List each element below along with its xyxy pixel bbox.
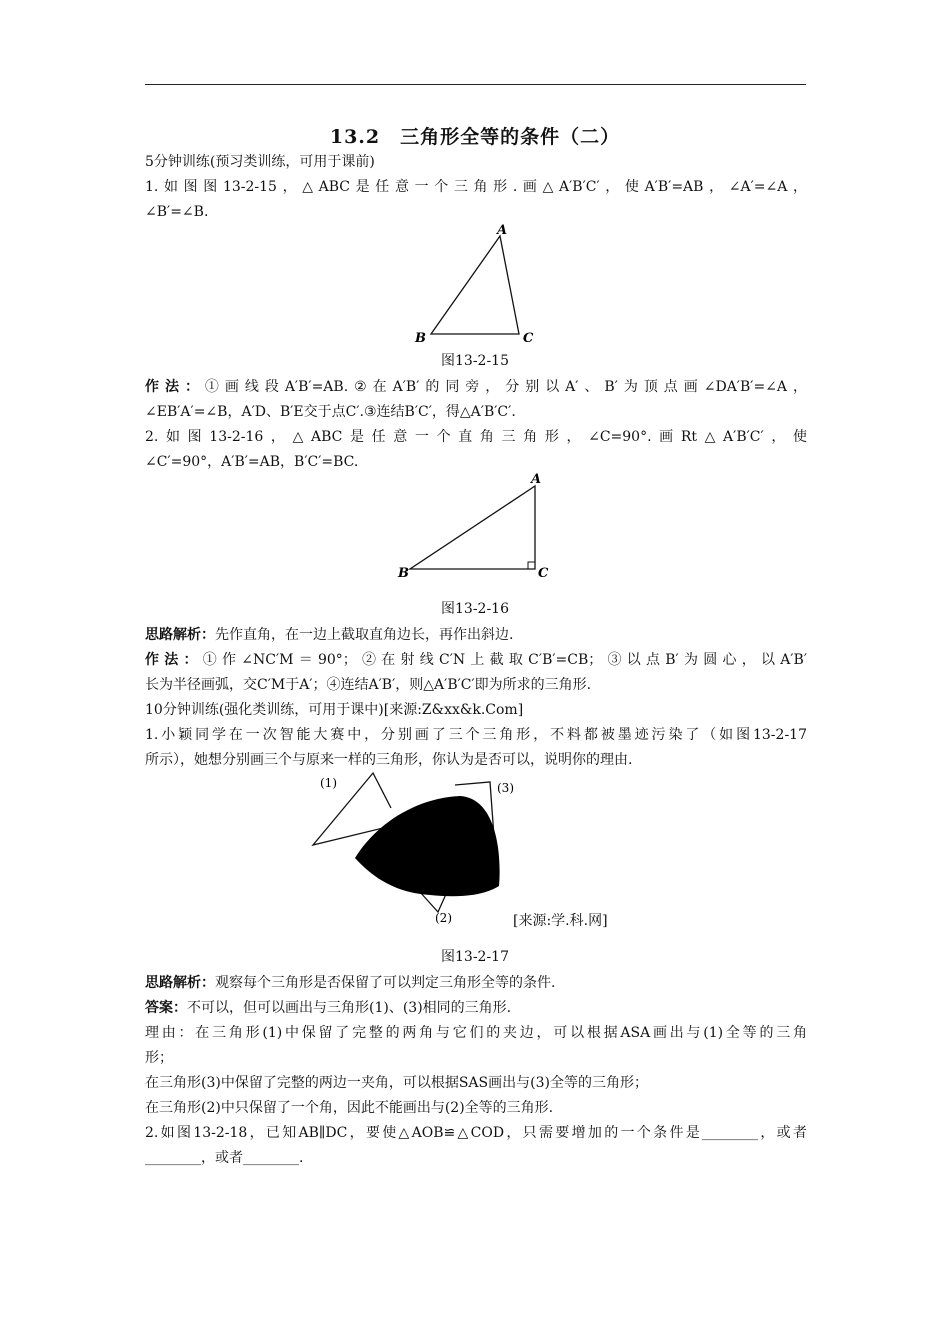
vertex-label-b: B bbox=[415, 331, 426, 346]
vertex-label-c: C bbox=[538, 566, 549, 581]
method-label: 作法： bbox=[145, 379, 205, 395]
page-title: 13.2 三角形全等的条件（二） bbox=[329, 126, 621, 148]
q3-reason-line2: 形； bbox=[145, 1050, 173, 1066]
figure-13-2-17-ink-stained-triangles bbox=[305, 770, 650, 930]
q1-text-line1: 1.如图图13-2-15，△ABC是任意一个三角形.画△A′B′C′，使A′B′=AB，∠A′=∠A， bbox=[145, 179, 807, 195]
q2-text-line2: ∠C′=90°，A′B′=AB，B′C′=BC. bbox=[145, 454, 359, 470]
ink-blot bbox=[355, 796, 500, 896]
source-note: [来源:学.科.网] bbox=[513, 913, 608, 929]
q4-text-line1: 2.如图13-2-18，已知AB∥DC，要使△AOB≌△COD，只需要增加的一个条件是________，或者 bbox=[145, 1125, 807, 1141]
right-triangle-abc bbox=[410, 486, 535, 569]
section-heading-5min: 5分钟训练(预习类训练，可用于课前) bbox=[145, 154, 375, 170]
vertex-label-a: A bbox=[531, 472, 542, 487]
analysis-label: 思路解析： bbox=[145, 627, 215, 643]
q3-text-line1: 1.小颖同学在一次智能大赛中，分别画了三个三角形，不料都被墨迹污染了（如图13-2-17 bbox=[145, 727, 807, 743]
method-label: 作法： bbox=[145, 652, 203, 668]
figure-caption-13-2-16: 图13-2-16 bbox=[441, 601, 509, 617]
figure-13-2-16-right-triangle bbox=[395, 468, 560, 584]
figure-caption-13-2-17: 图13-2-17 bbox=[441, 949, 509, 965]
triangle-label-1: (1) bbox=[320, 776, 337, 790]
answer-label: 答案： bbox=[145, 1000, 187, 1016]
q3-reason-line1: 理由：在三角形(1)中保留了完整的两角与它们的夹边，可以根据ASA画出与(1)全等的三角 bbox=[145, 1025, 807, 1041]
top-rule bbox=[145, 84, 806, 85]
vertex-label-c: C bbox=[523, 331, 534, 346]
section-heading-10min: 10分钟训练(强化类训练，可用于课中)[来源:Z&xx&k.Com] bbox=[145, 702, 524, 718]
figure-13-2-15-triangle bbox=[405, 218, 545, 346]
triangle-label-2: (2) bbox=[435, 911, 452, 925]
vertex-label-b: B bbox=[398, 566, 409, 581]
q2-method-line1: 作法：①作∠NC′M＝90°；②在射线C′N上截取C′B′=CB；③以点B′为圆心，以A′B′ bbox=[145, 652, 807, 668]
figure-caption-13-2-15: 图13-2-15 bbox=[441, 353, 509, 369]
triangle-label-3: (3) bbox=[497, 781, 514, 795]
q3-answer: 答案：不可以，但可以画出与三角形(1)、(3)相同的三角形. bbox=[145, 1000, 512, 1016]
analysis-label: 思路解析： bbox=[145, 975, 215, 991]
q3-text-line2: 所示），她想分别画三个与原来一样的三角形，你认为是否可以，说明你的理由. bbox=[145, 752, 633, 768]
q2-text-line1: 2.如图13-2-16，△ABC是任意一个直角三角形，∠C=90°.画Rt△A′B′C′，使 bbox=[145, 429, 807, 445]
q2-method-line2: 长为半径画弧，交C′M于A′；④连结A′B′，则△A′B′C′即为所求的三角形. bbox=[145, 677, 592, 693]
q3-reason-line4: 在三角形(2)中只保留了一个角，因此不能画出与(2)全等的三角形. bbox=[145, 1100, 554, 1116]
q4-text-line2: ________，或者________. bbox=[145, 1150, 304, 1166]
triangle-abc bbox=[431, 236, 519, 334]
vertex-label-a: A bbox=[497, 223, 508, 238]
q1-method-line1: 作法：①画线段A′B′=AB.②在A′B′的同旁，分别以A′、B′为顶点画∠DA′B′=∠A， bbox=[145, 379, 807, 395]
q3-analysis: 思路解析：观察每个三角形是否保留了可以判定三角形全等的条件. bbox=[145, 975, 556, 991]
q1-text-line2: ∠B′=∠B. bbox=[145, 204, 209, 220]
q1-method-line2: ∠EB′A′=∠B，A′D、B′E交于点C′.③连结B′C′，得△A′B′C′. bbox=[145, 404, 516, 420]
q3-reason-line3: 在三角形(3)中保留了完整的两边一夹角，可以根据SAS画出与(3)全等的三角形； bbox=[145, 1075, 648, 1091]
q2-analysis: 思路解析：先作直角，在一边上截取直角边长，再作出斜边. bbox=[145, 627, 514, 643]
right-angle-mark bbox=[528, 562, 535, 569]
